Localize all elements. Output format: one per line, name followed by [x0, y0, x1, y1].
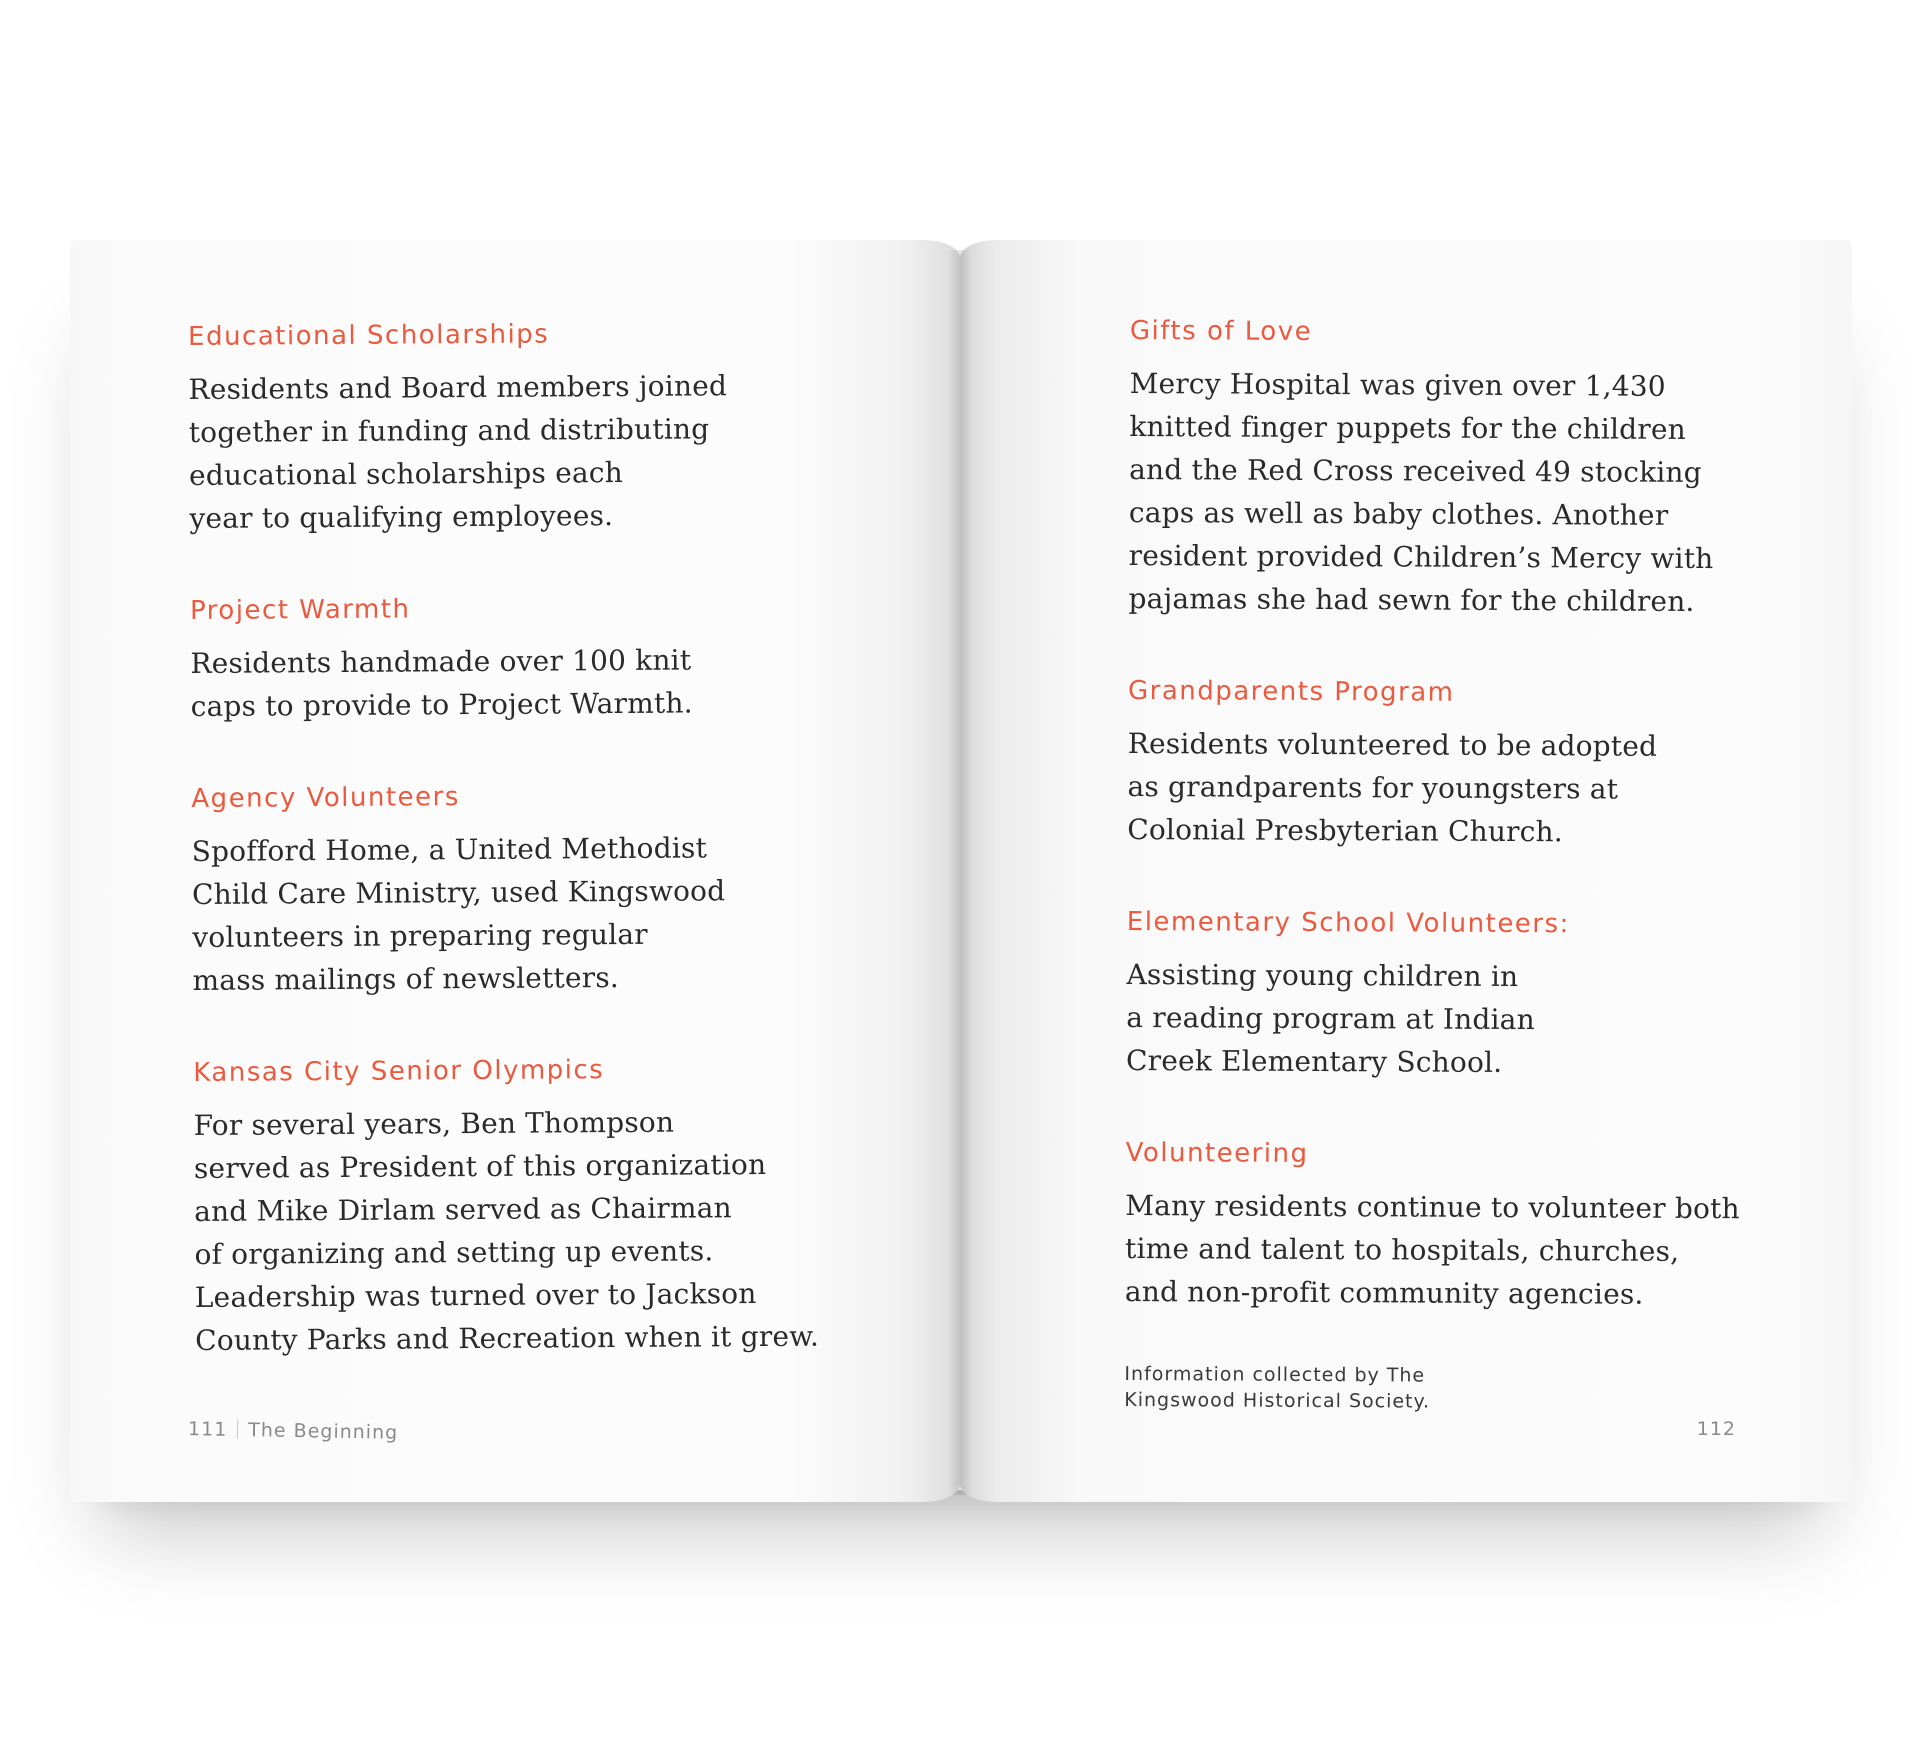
page-number: 111: [187, 1418, 228, 1441]
folio-divider: [237, 1419, 238, 1439]
body-line: year to qualifying employees.: [189, 499, 614, 535]
body-line: Residents volunteered to be adopted: [1127, 726, 1658, 763]
source-credit: [1124, 1361, 1814, 1417]
page-number: 112: [1696, 1418, 1736, 1440]
section-gifts-of-love: [1128, 314, 1820, 624]
body-line: Leadership was turned over to Jackson: [194, 1277, 757, 1314]
body-line: Residents and Board members joined: [188, 369, 728, 406]
section-heading: Volunteering: [1125, 1137, 1309, 1169]
body-line: mass mailings of newsletters.: [192, 961, 620, 997]
body-line: a reading program at Indian: [1126, 1000, 1535, 1037]
section-body: [1125, 1184, 1816, 1317]
body-line: Many residents continue to volunteer both: [1125, 1188, 1740, 1226]
section-project-warmth: [190, 589, 891, 728]
body-line: together in funding and distributing: [188, 412, 710, 449]
right-folio: [1697, 1418, 1736, 1440]
left-folio: [188, 1418, 399, 1444]
credit-line: Information collected by The: [1124, 1362, 1426, 1387]
body-line: Mercy Hospital was given over 1,430: [1129, 366, 1666, 403]
body-line: caps to provide to Project Warmth.: [190, 686, 693, 723]
section-heading: Educational Scholarships: [188, 319, 550, 352]
body-line: Residents handmade over 100 knit: [190, 643, 692, 680]
book-spread: [70, 240, 1852, 1502]
chapter-title: The Beginning: [248, 1419, 399, 1444]
body-line: Assisting young children in: [1126, 957, 1519, 994]
body-line: Colonial Presbyterian Church.: [1127, 812, 1564, 849]
section-body: [1128, 362, 1819, 624]
body-line: and the Red Cross received 49 stocking: [1129, 452, 1702, 489]
body-line: time and talent to hospitals, churches,: [1125, 1231, 1680, 1268]
credit-line: Kingswood Historical Society.: [1124, 1388, 1431, 1413]
body-line: Child Care Ministry, used Kingswood: [191, 874, 726, 911]
section-body: [193, 1099, 895, 1362]
section-grandparents-program: [1127, 674, 1818, 855]
left-page-content: [188, 315, 896, 1416]
left-page: [70, 240, 960, 1502]
section-body: [190, 637, 891, 728]
body-line: County Parks and Recreation when it grew.: [195, 1319, 820, 1357]
section-body: [188, 363, 889, 540]
body-line: as grandparents for youngsters at: [1127, 769, 1619, 806]
section-elementary-school-volunteers: [1126, 905, 1817, 1086]
section-heading: Kansas City Senior Olympics: [193, 1055, 605, 1088]
body-line: served as President of this organization: [193, 1147, 767, 1185]
body-line: Spofford Home, a United Methodist: [191, 831, 708, 868]
section-heading: Agency Volunteers: [191, 782, 460, 814]
section-agency-volunteers: [191, 777, 893, 1002]
body-line: knitted finger puppets for the children: [1129, 409, 1686, 446]
section-heading: Gifts of Love: [1129, 315, 1313, 347]
section-educational-scholarships: [188, 315, 890, 540]
section-body: [1127, 722, 1818, 855]
body-line: and Mike Dirlam served as Chairman: [194, 1191, 732, 1228]
section-heading: Grandparents Program: [1127, 675, 1455, 708]
section-body: [1126, 953, 1817, 1086]
body-line: caps as well as baby clothes. Another: [1128, 495, 1669, 532]
body-line: and non-profit community agencies.: [1124, 1274, 1644, 1311]
right-page: [960, 240, 1852, 1502]
section-heading: Elementary School Volunteers:: [1126, 906, 1570, 940]
body-line: For several years, Ben Thompson: [193, 1105, 675, 1142]
section-body: [192, 825, 893, 1002]
right-page-content: [1124, 314, 1820, 1417]
section-volunteering: [1125, 1136, 1816, 1317]
body-line: Creek Elementary School.: [1126, 1043, 1503, 1079]
body-line: resident provided Children’s Mercy with: [1128, 538, 1714, 576]
section-heading: Project Warmth: [189, 594, 411, 626]
section-kansas-city-senior-olympics: [193, 1051, 895, 1362]
body-line: educational scholarships each: [188, 455, 624, 492]
body-line: pajamas she had sewn for the children.: [1128, 581, 1695, 618]
body-line: of organizing and setting up events.: [194, 1234, 714, 1271]
body-line: volunteers in preparing regular: [192, 917, 648, 954]
